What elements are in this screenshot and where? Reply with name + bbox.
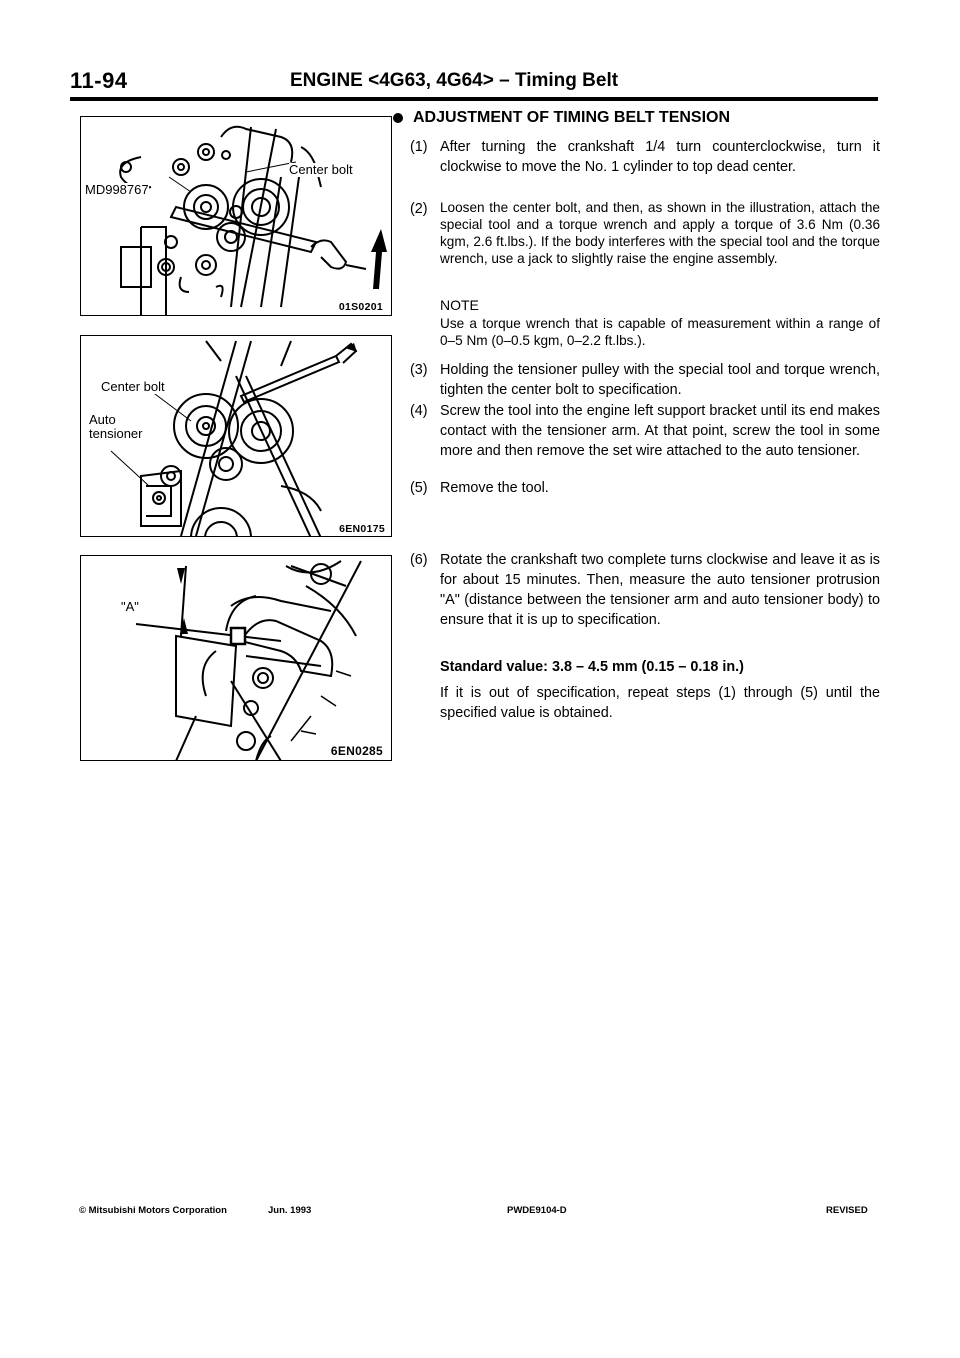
step-6-text: Rotate the crankshaft two complete turns clockwise and leave it as is for about 15 minutes. Then, measure the auto tensioner protrusion "A" (distance between the tensioner arm and auto tensioner body) to ensure that it is up to specification. bbox=[440, 552, 880, 628]
note-text: Use a torque wrench that is capable of measurement within a range of 0–5 Nm (0–0.5 kgm, 0–2.2 ft.lbs.). bbox=[440, 316, 880, 348]
step-5 bbox=[410, 478, 880, 498]
standard-value: Standard value: 3.8 – 4.5 mm (0.15 – 0.18 in.) bbox=[440, 659, 744, 675]
step-2 bbox=[410, 199, 880, 267]
step-2-number: (2) bbox=[410, 201, 428, 217]
step-4-text: Screw the tool into the engine left support bracket until its end makes contact with the tensioner arm. At that point, screw the tool in some more and then remove the set wire attached to the auto tensioner. bbox=[440, 403, 880, 459]
figure-1-label-special-tool: MD998767 bbox=[85, 182, 149, 197]
section-bullet bbox=[393, 113, 403, 123]
page-title: ENGINE <4G63, 4G64> – Timing Belt bbox=[290, 70, 619, 91]
step-1-text: After turning the crankshaft 1/4 turn counterclockwise, turn it clockwise to move the No. 1 cylinder to top dead center. bbox=[440, 139, 880, 175]
step-4-number: (4) bbox=[410, 403, 428, 419]
figure-tensioner-protrusion bbox=[80, 555, 392, 761]
step-1-number: (1) bbox=[410, 139, 428, 155]
figure-2-label-center-bolt: Center bolt bbox=[101, 379, 165, 394]
step-2-text: Loosen the center bolt, and then, as shown in the illustration, attach the special tool and a torque wrench and apply a torque of 3.6 Nm (0.36 kgm, 2.6 ft.lbs.). If the body interferes with the special tool and the torque wrench, use a jack to slightly raise the engine assembly. bbox=[440, 200, 880, 266]
figure-1-label-center-bolt: Center bolt bbox=[289, 162, 353, 177]
figure-3-code: 6EN0285 bbox=[330, 744, 383, 758]
step-1 bbox=[410, 137, 880, 177]
figure-2-code: 6EN0175 bbox=[339, 523, 385, 535]
step-3 bbox=[410, 360, 880, 400]
note-label: NOTE bbox=[440, 297, 479, 313]
section-title: ADJUSTMENT OF TIMING BELT TENSION bbox=[413, 109, 731, 126]
step-3-text: Holding the tensioner pulley with the special tool and torque wrench, tighten the center bolt to specification. bbox=[440, 362, 880, 398]
footer-doc-code: PWDE9104-D bbox=[507, 1205, 567, 1216]
step-5-text: Remove the tool. bbox=[440, 480, 549, 496]
figure-3-label-a: "A" bbox=[121, 599, 139, 614]
step-6-number: (6) bbox=[410, 552, 428, 568]
figure-auto-tensioner bbox=[80, 335, 392, 537]
page-number: 11-94 bbox=[70, 68, 128, 93]
figure-2-label-tensioner: tensioner bbox=[89, 426, 143, 441]
step-5-number: (5) bbox=[410, 480, 428, 496]
step-6 bbox=[410, 550, 880, 630]
figure-2-label-auto: Auto bbox=[89, 412, 116, 427]
figure-special-tool-drawing bbox=[81, 117, 392, 316]
figure-1-code: 01S0201 bbox=[338, 301, 383, 313]
footer-date: Jun. 1993 bbox=[268, 1205, 312, 1216]
footer-status: REVISED bbox=[826, 1205, 868, 1216]
step-4 bbox=[410, 401, 880, 461]
figure-tensioner-protrusion-drawing bbox=[81, 556, 392, 761]
out-of-spec-text: If it is out of specification, repeat steps (1) through (5) until the specified value is obtained. bbox=[440, 685, 880, 721]
header-rule bbox=[70, 97, 878, 101]
figure-special-tool bbox=[80, 116, 392, 316]
footer-copyright: © Mitsubishi Motors Corporation bbox=[79, 1205, 227, 1216]
step-3-number: (3) bbox=[410, 362, 428, 378]
